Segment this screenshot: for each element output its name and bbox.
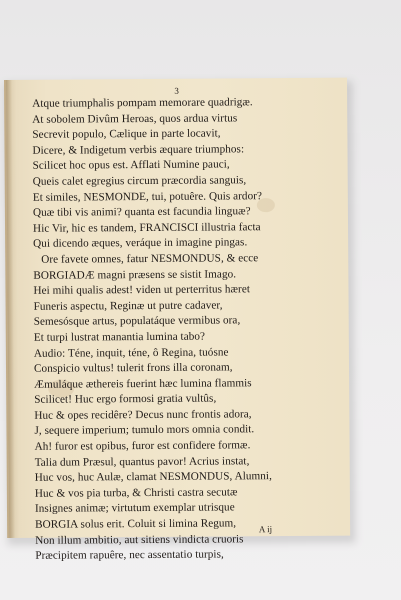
text-line: Huc vos, huc Aulæ, clamat NESMONDUS, Alumni, — [34, 470, 272, 485]
text-line: Præcipitem rapuêre, nec assentatio turpis, — [35, 548, 224, 563]
text-line: Hei mihi qualis adest! viden ut perterritus hæret — [33, 283, 251, 297]
text-line: BORGIA solus erit. Coluit si limina Regum, — [35, 517, 237, 531]
text-line: Funeris aspectu, Reginæ ut putre cadaver, — [33, 299, 223, 313]
text-line: Insignes animæ; virtutum exemplar utrisque — [34, 501, 235, 516]
text-line: At sobolem Divûm Heroas, quos ardua virtus — [32, 111, 238, 126]
text-line: Atque triumphalis pompam memorare quadrigæ. — [32, 96, 253, 110]
book-page — [4, 78, 350, 563]
text-line: Qui dicendo æques, veráque in imagine pingas. — [33, 236, 248, 251]
text-line: Non illum ambitio, aut sitiens vindicta cruoris — [35, 532, 244, 547]
text-line: Talia dum Præsul, quantus pavor! Acrius instat, — [34, 454, 250, 469]
text-line: Ah! furor est opibus, furor est confidere formæ. — [34, 439, 251, 453]
text-line: Conspicio vultus! tulerit frons illa coronam, — [33, 361, 233, 375]
page-gutter — [6, 80, 15, 538]
text-line: BORGIADÆ magni præsens se sistit Imago. — [33, 267, 237, 282]
text-line: Scilicet! Huc ergo formosi gratia vultûs, — [34, 392, 217, 407]
text-line: Secrevit populo, Cælique in parte locavit, — [32, 127, 221, 141]
text-line: Audio: Téne, inquit, téne, ô Regina, tuósne — [33, 345, 229, 360]
page-number: 3 — [174, 85, 179, 96]
poem-text — [32, 95, 351, 565]
text-line: Semesósque artus, populatáque vermibus ora, — [33, 314, 241, 329]
text-line: Æmuláque æthereis fuerint hæc lumina flammis — [34, 376, 252, 391]
text-line: Huc & opes recidêre? Decus nunc frontis adora, — [34, 408, 252, 422]
text-line: Et turpi lustrat manantia lumina tabo? — [33, 330, 206, 344]
text-line: Scilicet hoc opus est. Afflati Numine pauci, — [32, 158, 230, 173]
text-line: Huc & vos pia turba, & Christi castra secutæ — [34, 486, 238, 500]
text-line: Et similes, NESMONDE, tui, potuêre. Quis ardor? — [32, 189, 263, 204]
text-line: Dicere, & Indigetum verbis æquare triumphos: — [32, 143, 245, 157]
signature-mark: A ij — [258, 524, 273, 535]
text-line: Ore favete omnes, fatur NESMONDUS, & ecce — [41, 252, 259, 266]
text-line: Queis calet egregius circum præcordia sanguis, — [32, 174, 247, 188]
text-line: Quæ tibi vis animi? quanta est facundia linguæ? — [32, 205, 251, 219]
text-line: Hic Vir, hic es tandem, FRANCISCI illustria facta — [32, 220, 261, 235]
text-line: J, sequere imperium; tumulo mors omnia condit. — [34, 423, 255, 438]
